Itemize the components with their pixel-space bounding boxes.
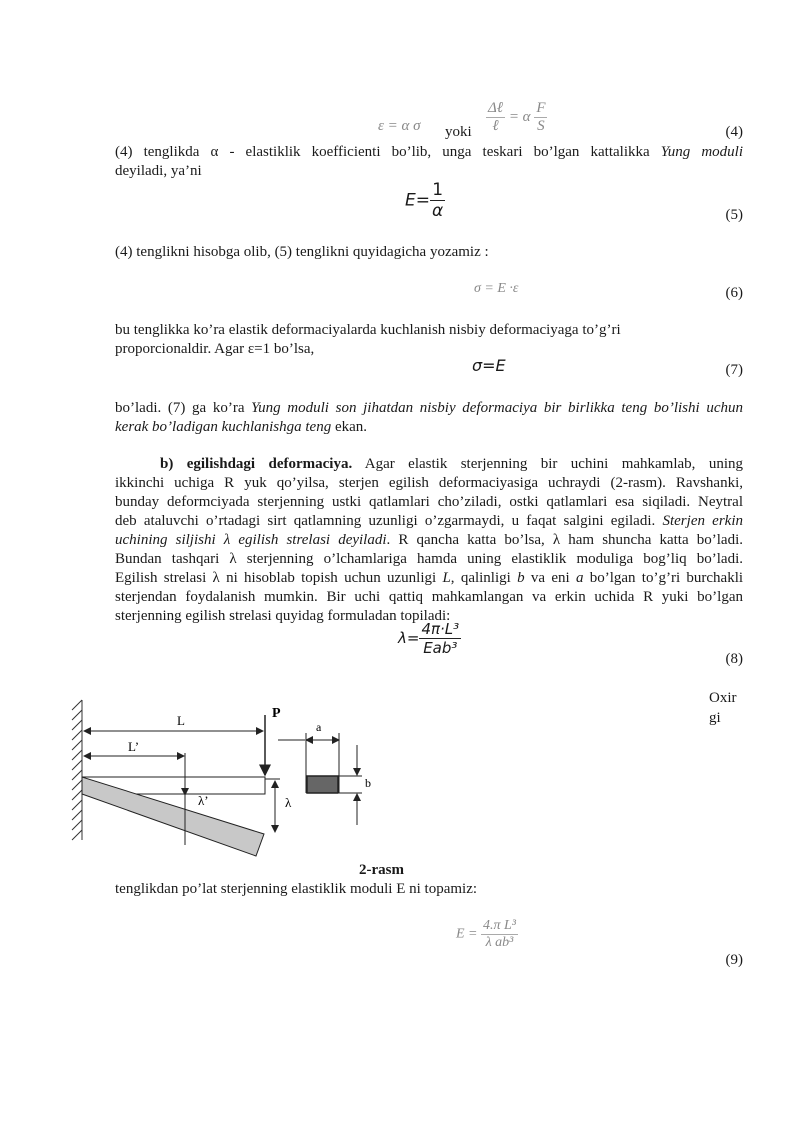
a-label: a <box>316 720 322 734</box>
side-text-line1: Oxir <box>709 690 737 706</box>
P-label: P <box>272 706 281 721</box>
sec-b-line3: bunday deformciyada sterjenning ustki qatlamlari cho’ziladi, ostki qatlamlari esa siqiladi. Neytral <box>115 494 743 510</box>
p3-line2: proporcionaldir. Agar ε=1 bo’lsa, <box>115 341 315 357</box>
eq4-right <box>486 100 547 135</box>
eq4-r-num2: F <box>536 100 546 116</box>
eq4-r-num: Δℓ <box>488 100 504 116</box>
p3-line1: bu tenglikka ko’ra elastik deformaciyalarda kuchlanish nisbiy deformaciyaga to’g’ri <box>115 322 621 338</box>
eq7: σ=E <box>472 356 506 375</box>
eq4-number: (4) <box>725 124 743 140</box>
eq9 <box>456 918 518 951</box>
p5: tenglikdan po’lat sterjenning elastiklik moduli E ni topamiz: <box>115 881 478 897</box>
sec-b-line5: uchining siljishi λ egilish strelasi deyiladi. R qancha katta bo’lsa, λ ham shuncha katta bo’ladi. <box>115 532 743 548</box>
sec-b-line2: ikkinchi uchiga R yuk qo’yilsa, sterjen egilish deformaciyasiga uchraydi (2-rasm). Ravshanki, <box>115 475 743 491</box>
figure-caption: 2-rasm <box>359 862 404 878</box>
p4-line1: bo’ladi. (7) ga ko’ra Yung moduli son jihatdan nisbiy deformaciya bir birlikka teng bo’lishi uchun <box>115 400 743 416</box>
eq9-lhs: E = <box>456 926 478 942</box>
sec-b-line4: deb ataluvchi o’rtadagi sirt qatlamning uzunligi o’zgarmaydi, u faqat salgini egiladi. Sterjen erkin <box>115 513 744 529</box>
sec-b-line8: sterjendan foydalanish mumkin. Bir uchi qattiq mahkamlangan va erkin uchida R yuki bo’lgan <box>115 589 743 605</box>
lambda-prime-label: λ’ <box>198 793 209 808</box>
eq8 <box>398 620 461 657</box>
eq9-number: (9) <box>725 952 743 968</box>
cross-section <box>307 776 338 793</box>
b-label: b <box>365 776 371 790</box>
eq5-lhs: E= <box>405 190 430 211</box>
eq6: σ = E ·ε <box>474 281 519 296</box>
wall-hatch <box>72 700 82 840</box>
cantilever-figure <box>60 695 400 865</box>
eq4-left: ε = α σ <box>378 118 421 134</box>
eq5-number: (5) <box>725 207 743 223</box>
eq8-lhs: λ= <box>398 629 420 647</box>
eq4-yoki: yoki <box>445 124 472 140</box>
eq8-num: 4π·L³ <box>421 620 460 638</box>
p1-line2: deyiladi, ya’ni <box>115 163 202 179</box>
eq5-num: 1 <box>430 180 445 201</box>
eq9-num: 4.π L³ <box>483 918 516 933</box>
p2: (4) tenglikni hisobga olib, (5) tenglikni quyidagicha yozamiz : <box>115 244 489 260</box>
eq9-den: λ ab³ <box>485 935 514 950</box>
side-text <box>709 688 737 728</box>
eq4-r-mid: = α <box>508 108 531 125</box>
p1-line1: (4) tenglikda α - elastiklik koefficienti bo’lib, unga teskari bo’lgan kattalikka Yung moduli <box>115 144 744 160</box>
sec-b-heading: b) egilishdagi deformaciya. <box>160 456 353 472</box>
sec-b-line7: Egilish strelasi λ ni hisoblab topish uchun uzunligi L, qalinligi b va eni a bo’lgan to’g’ri burchakli <box>115 570 744 586</box>
sec-b-line6: Bundan tashqari λ sterjenning o’lchamlariga hamda uning elastiklik moduliga bog’liq bo’ladi. <box>115 551 743 567</box>
eq7-number: (7) <box>725 362 743 378</box>
eq4-r-den: ℓ <box>492 118 499 134</box>
eq5-den: α <box>432 201 444 221</box>
eq8-den: Eab³ <box>423 639 458 657</box>
side-text-line2: gi <box>709 710 721 726</box>
lambda-label: λ <box>285 795 292 810</box>
Lprime-label: L’ <box>128 739 140 754</box>
sec-b-line1: b) egilishdagi deformaciya. Agar elastik sterjenning bir uchini mahkamlab, uning <box>160 456 743 472</box>
L-label: L <box>177 713 185 728</box>
sec-b-line9: sterjenning egilish strelasi quyidag formuladan topiladi: <box>115 608 451 624</box>
deflected-beam <box>82 777 264 856</box>
p4-line2: kerak bo’ladigan kuchlanishga teng ekan. <box>115 419 368 435</box>
eq5 <box>405 180 445 221</box>
eq6-number: (6) <box>725 285 743 301</box>
eq4-r-den2: S <box>537 118 545 134</box>
eq8-number: (8) <box>725 651 743 667</box>
